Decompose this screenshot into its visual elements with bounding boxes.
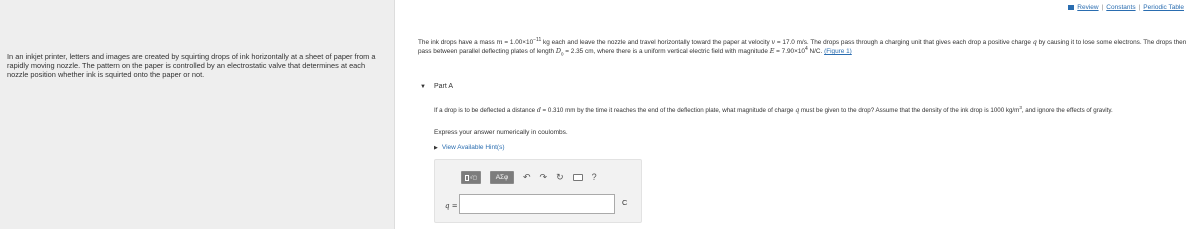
unit-label: C bbox=[622, 198, 628, 207]
answer-instructions: Express your answer numerically in coulombs. bbox=[434, 129, 568, 136]
main-panel bbox=[396, 0, 1200, 229]
answer-box bbox=[434, 159, 642, 223]
redo-icon[interactable]: ↷ bbox=[539, 172, 548, 182]
separator: | bbox=[1101, 4, 1104, 11]
review-icon bbox=[1068, 5, 1074, 10]
answer-input[interactable] bbox=[459, 194, 615, 214]
part-a-header[interactable] bbox=[420, 83, 453, 90]
expand-caret-icon: ▶ bbox=[434, 144, 438, 151]
templates-button[interactable] bbox=[461, 171, 481, 184]
sqrt-icon: √▢ bbox=[469, 174, 478, 181]
top-links bbox=[1068, 4, 1184, 11]
intro-text: In an inkjet printer, letters and images are created by squirting drops of ink horizontally at a sheet of paper from a rapidly moving nozzle. The pattern on the paper is controlled by an electrostatic valve that determines at each nozzle position whether ink is squirted onto the paper or not. bbox=[7, 52, 376, 79]
problem-statement: The ink drops have a mass $m = 1.00\times 10^{-11}$ kg each and leave the nozzle and travel horizontally toward the paper at velocity v = 17.0 m/s. The drops pass through a charging unit that gives each drop a positive charge q by causing it to lose some electrons. The drops then pass between parallel deflecting plates of length $D_0 = 2.35$ cm, where there is a uniform vertical electric field with magnitude $E = 7.90\times 10^4$ N/C. (Figure 1) bbox=[418, 36, 1187, 57]
constants-link[interactable]: Constants bbox=[1106, 4, 1136, 11]
math-toolbar bbox=[461, 171, 597, 184]
separator: | bbox=[1138, 4, 1141, 11]
intro-panel bbox=[0, 0, 395, 229]
answer-variable-label: q = bbox=[445, 202, 458, 210]
greek-symbols-button[interactable]: ΑΣφ bbox=[490, 171, 514, 184]
help-icon[interactable]: ? bbox=[591, 172, 597, 182]
reset-icon[interactable]: ↻ bbox=[556, 172, 564, 182]
review-link[interactable]: Review bbox=[1077, 4, 1099, 11]
keyboard-icon[interactable] bbox=[573, 174, 583, 181]
periodic-table-link[interactable]: Periodic Table bbox=[1143, 4, 1184, 11]
view-hints-label[interactable]: View Available Hint(s) bbox=[441, 144, 505, 151]
part-label: Part A bbox=[433, 83, 454, 90]
undo-icon[interactable]: ↶ bbox=[523, 172, 531, 182]
question-text: If a drop is to be deflected a distance d = 0.310 mm by the time it reaches the end of the deflection plate, what magnitude of charge q must be given to the drop? Assume that the density of the ink drop is 1000 $kg/m^3$, and ignore the effects of gravity. bbox=[434, 104, 1113, 114]
template-square-icon bbox=[465, 175, 469, 181]
view-hints-toggle[interactable] bbox=[434, 144, 504, 151]
collapse-caret-icon[interactable]: ▼ bbox=[420, 83, 426, 90]
figure-link[interactable]: (Figure 1) bbox=[824, 48, 852, 55]
